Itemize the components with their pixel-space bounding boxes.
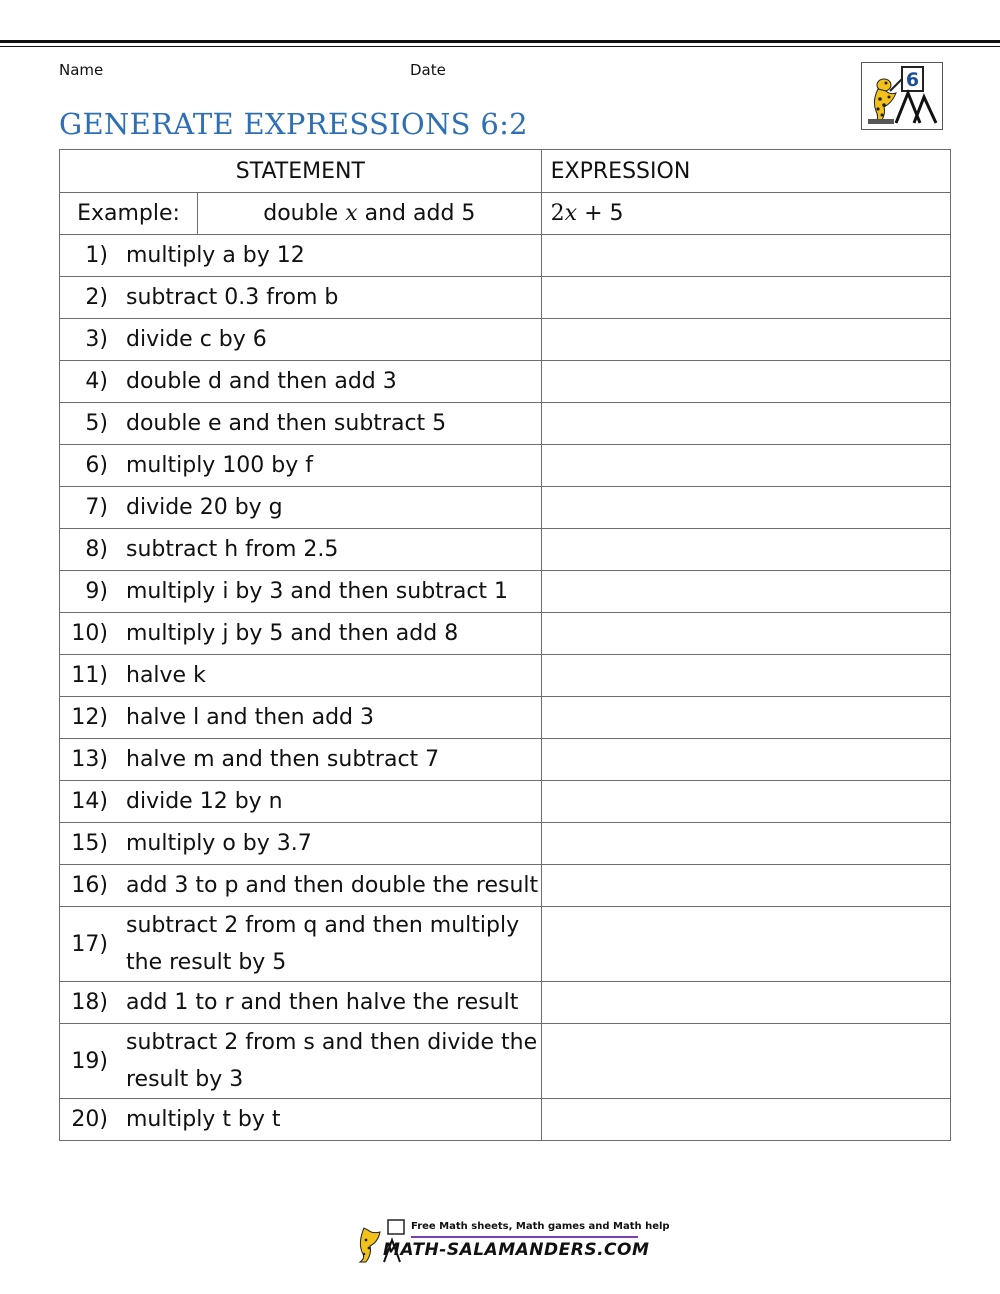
question-statement-cell xyxy=(60,319,542,361)
question-number: 10) xyxy=(71,621,108,646)
question-number: 8) xyxy=(85,537,108,562)
question-row xyxy=(60,1024,951,1099)
question-text: halve m and then subtract 7 xyxy=(126,747,440,772)
question-statement-cell xyxy=(60,487,542,529)
question-statement-cell xyxy=(60,445,542,487)
footer-brand: MATH-SALAMANDERS.COM xyxy=(383,1240,650,1260)
question-row xyxy=(60,361,951,403)
expression-header: EXPRESSION xyxy=(541,150,950,193)
table-header-row xyxy=(60,150,951,193)
answer-cell[interactable] xyxy=(541,907,950,982)
question-statement-cell xyxy=(60,277,542,319)
question-row xyxy=(60,403,951,445)
question-row xyxy=(60,1099,951,1141)
question-text: divide c by 6 xyxy=(126,327,267,352)
answer-cell[interactable] xyxy=(541,235,950,277)
answer-cell[interactable] xyxy=(541,361,950,403)
question-row xyxy=(60,865,951,907)
question-text: multiply j by 5 and then add 8 xyxy=(126,621,459,646)
question-row xyxy=(60,697,951,739)
question-number: 20) xyxy=(71,1107,108,1132)
question-number: 6) xyxy=(85,453,108,478)
question-number: 12) xyxy=(71,705,108,730)
example-expr-var: x xyxy=(564,201,578,226)
question-number: 3) xyxy=(85,327,108,352)
question-statement-cell xyxy=(60,403,542,445)
question-text: multiply 100 by f xyxy=(126,453,314,478)
question-row xyxy=(60,781,951,823)
question-statement-cell xyxy=(60,781,542,823)
answer-cell[interactable] xyxy=(541,655,950,697)
question-text: double e and then subtract 5 xyxy=(126,411,447,436)
question-text: multiply o by 3.7 xyxy=(126,831,312,856)
question-text: subtract 2 from s and then divide the result by 3 xyxy=(126,1030,538,1092)
example-label: Example: xyxy=(60,193,198,234)
question-number: 9) xyxy=(85,579,108,604)
question-text: subtract 0.3 from b xyxy=(126,285,339,310)
answer-cell[interactable] xyxy=(541,781,950,823)
question-number: 7) xyxy=(85,495,108,520)
date-label: Date xyxy=(410,61,446,79)
question-row xyxy=(60,235,951,277)
answer-cell[interactable] xyxy=(541,319,950,361)
question-text: halve k xyxy=(126,663,206,688)
questions-body xyxy=(60,235,951,1141)
answer-cell[interactable] xyxy=(541,982,950,1024)
answer-cell[interactable] xyxy=(541,865,950,907)
example-row xyxy=(60,193,951,235)
question-number: 2) xyxy=(85,285,108,310)
answer-cell[interactable] xyxy=(541,1024,950,1099)
question-statement-cell xyxy=(60,697,542,739)
question-number: 17) xyxy=(71,931,108,957)
question-statement-cell xyxy=(60,235,542,277)
example-expr-coef: 2 xyxy=(550,201,565,226)
question-statement-cell xyxy=(60,982,542,1024)
question-text: divide 12 by n xyxy=(126,789,283,814)
example-text-post: and add 5 xyxy=(357,201,476,226)
question-row xyxy=(60,982,951,1024)
worksheet-title: GENERATE EXPRESSIONS 6:2 xyxy=(59,107,528,141)
question-text: subtract h from 2.5 xyxy=(126,537,339,562)
question-statement-cell xyxy=(60,1024,542,1099)
example-statement-cell xyxy=(60,193,542,235)
question-statement-cell xyxy=(60,865,542,907)
top-rule xyxy=(0,40,1000,43)
question-statement-cell xyxy=(60,823,542,865)
question-statement-cell xyxy=(60,361,542,403)
question-statement-cell xyxy=(60,655,542,697)
question-statement-cell xyxy=(60,571,542,613)
question-row xyxy=(60,319,951,361)
question-number: 5) xyxy=(85,411,108,436)
answer-cell[interactable] xyxy=(541,277,950,319)
question-text: add 1 to r and then halve the result xyxy=(126,990,519,1015)
example-variable: x xyxy=(345,201,358,226)
salamander-logo-icon xyxy=(862,63,942,129)
question-row xyxy=(60,487,951,529)
question-statement-cell xyxy=(60,739,542,781)
question-number: 19) xyxy=(71,1048,108,1074)
question-text: halve l and then add 3 xyxy=(126,705,375,730)
name-label: Name xyxy=(59,61,104,79)
question-text: divide 20 by g xyxy=(126,495,283,520)
question-number: 4) xyxy=(85,369,108,394)
question-text: multiply i by 3 and then subtract 1 xyxy=(126,579,509,604)
statement-header: STATEMENT xyxy=(60,150,542,193)
logo-grade: 6 xyxy=(905,69,920,91)
answer-cell[interactable] xyxy=(541,823,950,865)
question-text: multiply t by t xyxy=(126,1107,281,1132)
answer-cell[interactable] xyxy=(541,1099,950,1141)
question-row xyxy=(60,277,951,319)
question-number: 16) xyxy=(71,873,108,898)
answer-cell[interactable] xyxy=(541,529,950,571)
example-text-pre: double xyxy=(263,201,346,226)
answer-cell[interactable] xyxy=(541,571,950,613)
example-expression xyxy=(541,193,950,235)
question-row xyxy=(60,613,951,655)
salamander-logo xyxy=(861,62,943,130)
question-statement-cell xyxy=(60,613,542,655)
question-row xyxy=(60,655,951,697)
top-rule-thin xyxy=(0,46,1000,47)
question-number: 18) xyxy=(71,990,108,1015)
example-statement xyxy=(198,193,541,234)
answer-cell[interactable] xyxy=(541,403,950,445)
question-statement-cell xyxy=(60,907,542,982)
question-number: 15) xyxy=(71,831,108,856)
question-number: 14) xyxy=(71,789,108,814)
answer-cell[interactable] xyxy=(541,613,950,655)
example-expr-post: + 5 xyxy=(577,201,624,226)
question-row xyxy=(60,907,951,982)
answer-cell[interactable] xyxy=(541,739,950,781)
question-row xyxy=(60,445,951,487)
question-statement-cell xyxy=(60,529,542,571)
answer-cell[interactable] xyxy=(541,487,950,529)
question-number: 11) xyxy=(71,663,108,688)
answer-cell[interactable] xyxy=(541,445,950,487)
question-statement-cell xyxy=(60,1099,542,1141)
question-text: multiply a by 12 xyxy=(126,243,305,268)
question-row xyxy=(60,739,951,781)
question-row xyxy=(60,529,951,571)
question-number: 13) xyxy=(71,747,108,772)
question-row xyxy=(60,823,951,865)
footer-tagline: Free Math sheets, Math games and Math help xyxy=(411,1221,670,1232)
question-text: subtract 2 from q and then multiply the result by 5 xyxy=(126,913,520,975)
question-text: double d and then add 3 xyxy=(126,369,397,394)
question-row xyxy=(60,571,951,613)
footer-underline xyxy=(411,1236,638,1238)
question-number: 1) xyxy=(85,243,108,268)
expressions-table xyxy=(59,149,951,1141)
question-text: add 3 to p and then double the result xyxy=(126,873,539,898)
answer-cell[interactable] xyxy=(541,697,950,739)
